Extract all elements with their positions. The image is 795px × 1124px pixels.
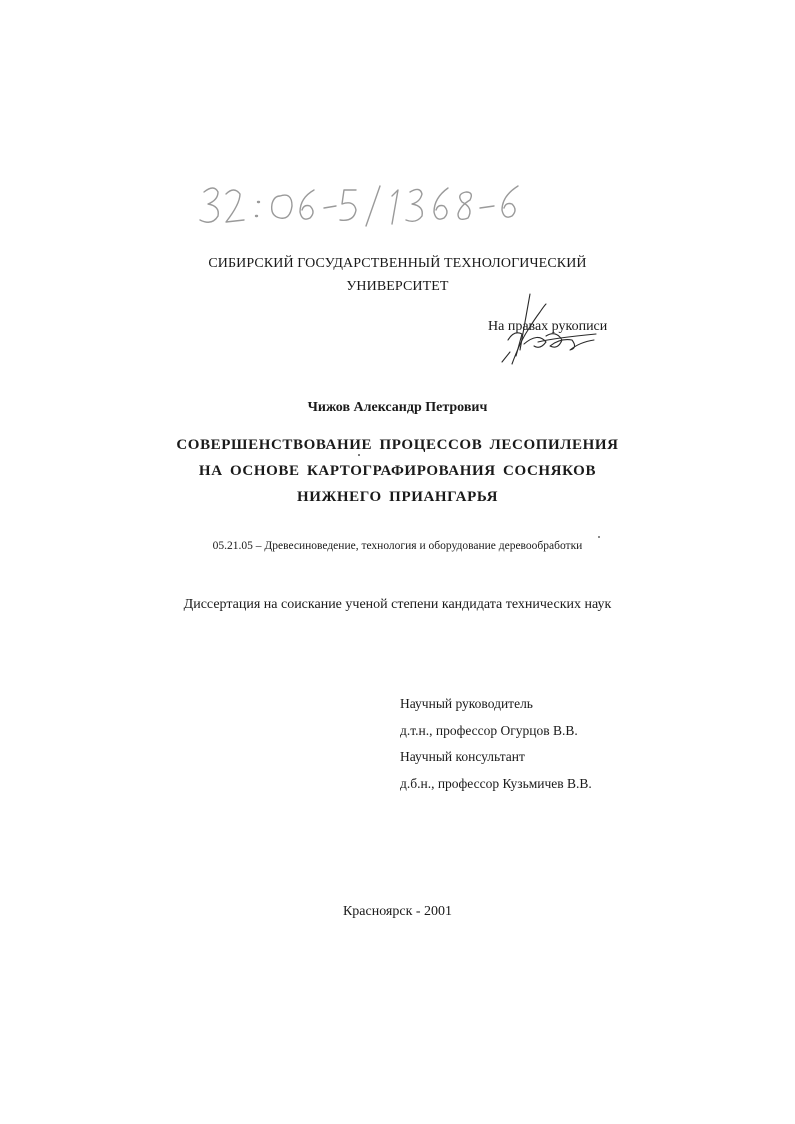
scan-speck <box>598 536 600 538</box>
title-line-2: НА ОСНОВЕ КАРТОГРАФИРОВАНИЯ СОСНЯКОВ <box>198 463 597 479</box>
handwritten-catalog-code <box>196 178 526 233</box>
supervisor-role: Научный руководитель <box>400 696 533 711</box>
university-name <box>0 252 795 298</box>
title-line-3: НИЖНЕГО ПРИАНГАРЬЯ <box>296 489 499 505</box>
degree-statement: Диссертация на соискание ученой степени кандидата технических наук <box>183 597 612 612</box>
consultant-name: д.б.н., профессор Кузьмичев В.В. <box>400 775 592 791</box>
scan-speck <box>358 454 360 456</box>
manuscript-rights-note: На правах рукописи <box>488 319 608 334</box>
consultant-role: Научный консультант <box>400 749 525 764</box>
specialty-code: 05.21.05 – Древесиноведение, технология и оборудование деревообработки <box>212 540 583 552</box>
title-line-1: СОВЕРШЕНСТВОВАНИЕ ПРОЦЕССОВ ЛЕСОПИЛЕНИЯ <box>176 437 619 453</box>
university-line-2: УНИВЕРСИТЕТ <box>346 279 449 294</box>
university-line-1: СИБИРСКИЙ ГОСУДАРСТВЕННЫЙ ТЕХНОЛОГИЧЕСКИЙ <box>208 256 587 271</box>
advisors-block <box>400 691 592 797</box>
handwritten-signature <box>450 290 600 370</box>
dissertation-title <box>0 432 795 510</box>
author-name: Чижов Александр Петрович <box>307 400 488 415</box>
city-and-year: Красноярск - 2001 <box>342 904 453 919</box>
supervisor-name: д.т.н., профессор Огурцов В.В. <box>400 722 578 738</box>
